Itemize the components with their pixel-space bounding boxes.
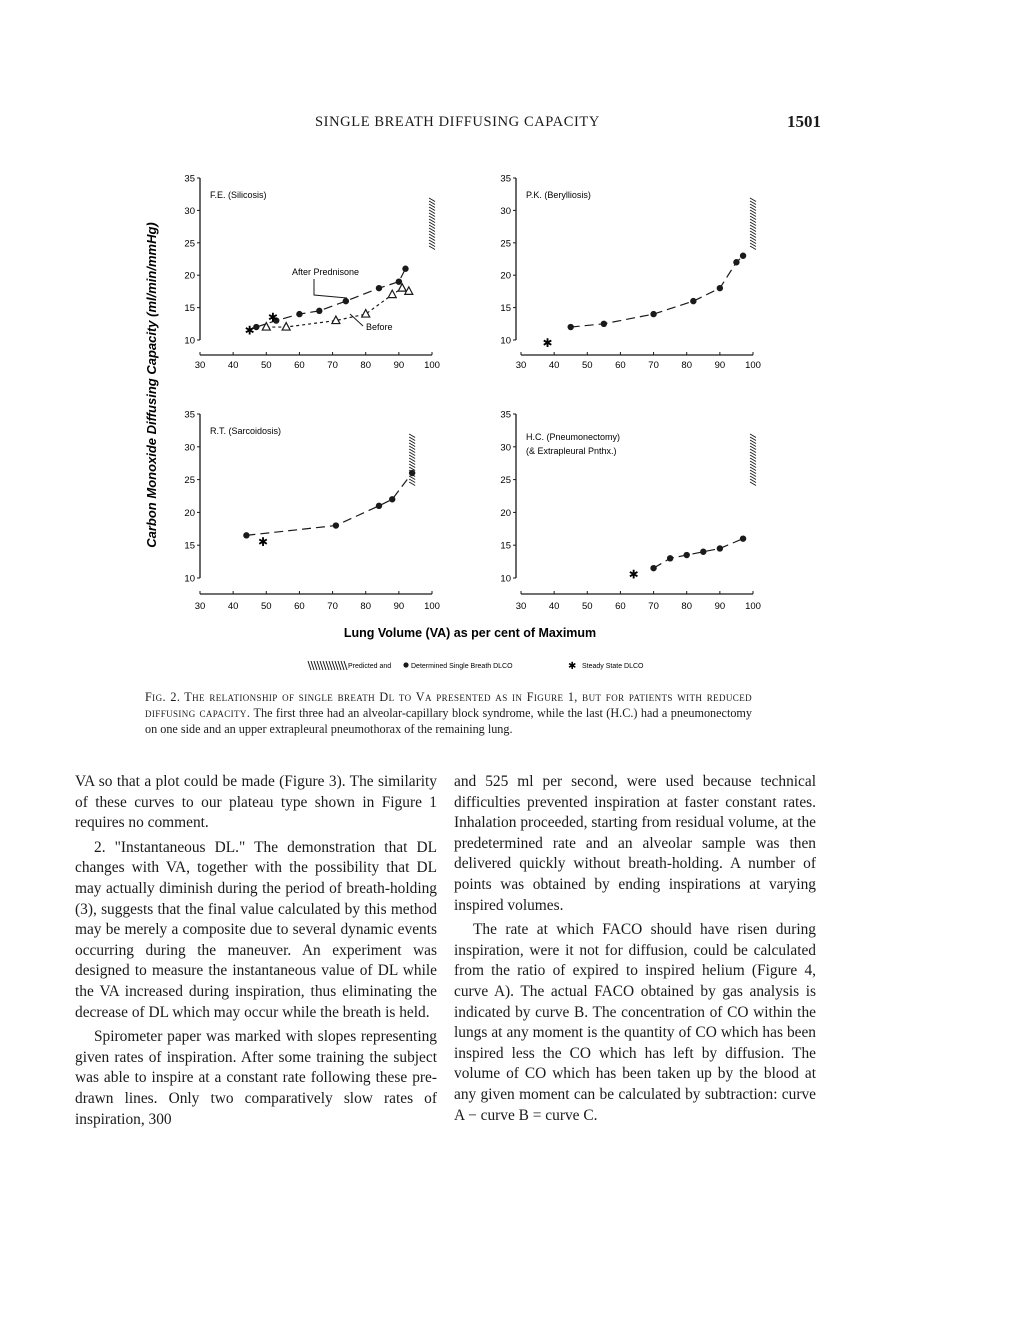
annotation-arrow [314,279,347,298]
x-axis-title: Lung Volume (VA) as per cent of Maximum [343,626,597,640]
data-point-circle [376,285,382,291]
x-tick-label: 70 [648,601,659,612]
data-point-circle [333,522,339,528]
body-column-left [75,772,437,1134]
x-tick-label: 90 [714,601,726,612]
x-tick-label: 70 [327,360,338,371]
chart-panel-1 [184,174,440,372]
hatch-stroke [311,661,314,670]
x-tick-label: 90 [714,360,726,371]
chart-panel-4 [500,410,761,613]
panel-title: H.C. (Pneumonectomy) [526,432,621,442]
data-point-star: ✱ [244,323,255,338]
y-tick-label: 10 [500,335,511,347]
x-tick-label: 100 [745,601,761,612]
paragraph: and 525 ml per second, were used because technical difficulties prevented inspiration at faster constant rates. Inhalation proceeded, starting from residual volume, at the predetermined rate and an alveolar sample was then delivered quickly without breath-holding. A number of points was obtained by ending inspirations at varying inspired volumes. [454,773,816,914]
figure-legend [308,661,644,672]
x-tick-label: 30 [194,360,206,371]
x-tick-label: 40 [548,360,560,371]
data-point-circle [396,278,402,284]
data-point-circle [717,285,723,291]
hatch-stroke [332,661,335,670]
y-tick-label: 35 [500,409,511,421]
predicted-range-hatch [429,198,435,250]
running-title: SINGLE BREATH DIFFUSING CAPACITY [315,114,600,130]
annotation-label: Before [366,322,393,332]
y-tick-label: 35 [184,409,195,421]
x-tick-label: 50 [260,601,272,612]
data-point-circle [243,532,249,538]
x-tick-label: 70 [648,360,659,371]
hatch-stroke [329,661,332,670]
hatch-stroke [338,661,341,670]
y-tick-label: 25 [500,238,511,250]
hatch-stroke [317,661,320,670]
hatch-stroke [314,661,317,670]
x-tick-label: 50 [260,360,272,371]
y-axis-title: Carbon Monoxide Diffusing Capacity (ml/min/mmHg) [144,222,159,548]
panel-title: F.E. (Silicosis) [210,190,267,200]
x-tick-label: 90 [393,601,405,612]
hatch-stroke [335,661,338,670]
legend-determined-label: Determined Single Breath DLCO [411,663,513,670]
data-point-triangle [362,310,370,318]
y-tick-label: 30 [184,205,195,217]
hatch-stroke [323,661,326,670]
x-tick-label: 60 [294,360,305,371]
data-point-circle [650,565,656,571]
data-point-triangle [388,290,396,298]
x-tick-label: 40 [548,601,560,612]
x-tick-label: 30 [515,360,527,371]
steady-state-star-icon: ✱ [568,661,577,672]
data-point-circle [389,496,395,502]
data-point-circle [650,311,656,317]
data-point-star: ✱ [542,336,553,351]
y-tick-label: 30 [500,442,511,454]
paragraph: Spirometer paper was marked with slopes representing given rates of inspiration. After some training the subject was able to inspire at a constant rate following these pre-drawn lines. Only two comparatively slow rates of inspiration, 300 [75,1028,437,1128]
data-point-star: ✱ [267,310,278,325]
data-point-circle [402,266,408,272]
data-point-circle [296,311,302,317]
x-tick-label: 90 [393,360,405,371]
x-tick-label: 30 [194,601,206,612]
y-tick-label: 15 [500,540,511,552]
panel-title: (& Extrapleural Pnthx.) [526,446,617,456]
y-tick-label: 25 [184,475,195,487]
hatch-stroke [308,661,311,670]
data-point-circle [684,552,690,558]
hatch-stroke [341,661,344,670]
data-point-circle [733,259,739,265]
paragraph: VA so that a plot could be made (Figure 3). The similarity of these curves to our plateau type shown in Figure 1 requires no comment. [75,773,437,832]
data-point-circle [667,555,673,561]
x-tick-label: 40 [227,360,239,371]
y-tick-label: 35 [500,173,511,185]
x-tick-label: 50 [581,601,593,612]
predicted-range-hatch [750,434,756,486]
data-point-circle [343,298,349,304]
x-tick-label: 100 [745,360,761,371]
data-point-circle [409,470,415,476]
x-tick-label: 80 [681,360,693,371]
y-tick-label: 35 [184,173,195,185]
caption-label: Fig. 2. [145,690,181,704]
annotation-label: After Prednisone [292,267,360,277]
y-tick-label: 15 [184,303,195,315]
y-tick-label: 10 [184,573,195,585]
y-tick-label: 30 [500,205,511,217]
x-tick-label: 80 [681,601,693,612]
y-tick-label: 20 [500,270,511,282]
y-tick-label: 15 [500,303,511,315]
predicted-range-hatch [750,198,756,250]
predicted-hatch-icon [308,661,347,670]
data-point-circle [700,549,706,555]
paragraph: The rate at which FACO should have risen during inspiration, were it not for diffusion, could be calculated from the ratio of expired to inspired helium (Figure 4, curve A). The actual FACO obtained by gas analysis is indicated by curve B. The concentration of CO within the lungs at any moment is the quantity of CO which has been inspired less the CO which has left by diffusion. The volume of CO which has been taken up by the blood at any given moment can be calculated by subtraction: curve A − curve B = curve C. [454,921,816,1124]
x-tick-label: 70 [327,601,338,612]
data-point-circle [717,545,723,551]
determined-marker-icon [403,662,408,667]
legend-steady-state-label: Steady State DLCO [582,663,644,670]
y-tick-label: 20 [184,507,195,519]
x-tick-label: 60 [615,360,626,371]
paragraph: 2. "Instantaneous DL." The demonstration that DL changes with VA, together with the possibility that DL may actually diminish during the period of breath-holding (3), suggests that the final value calculated by this method may be merely a composite due to several dynamic events occurring during the maneuver. An experiment was designed to measure the instantaneous value of DL while the VA increased during inspiration, thus eliminating the decrease of DL which may occur while the breath is held. [75,838,437,1021]
data-point-circle [601,321,607,327]
x-tick-label: 30 [515,601,527,612]
y-tick-label: 10 [184,335,195,347]
x-tick-label: 60 [615,601,626,612]
x-tick-label: 60 [294,601,305,612]
caption-body: The first three had an alveolar-capillary block syndrome, while the last (H.C.) had a pneumonectomy on one side and an upper extrapleural pneumothorax of the remaining lung. [145,706,753,736]
y-tick-label: 25 [184,238,195,250]
data-point-circle [740,253,746,259]
y-tick-label: 20 [500,507,511,519]
y-tick-label: 25 [500,475,511,487]
data-point-circle [568,324,574,330]
panel-title: P.K. (Berylliosis) [526,190,591,200]
figure-caption [145,689,752,737]
hatch-stroke [344,661,347,670]
data-point-circle [740,535,746,541]
series-line [246,473,412,535]
series-line [256,269,405,327]
body-column-right [454,772,816,1130]
panel-title: R.T. (Sarcoidosis) [210,426,282,436]
hatch-stroke [326,661,329,670]
series-line [571,256,743,327]
chart-panel-2 [500,174,761,372]
chart-panel-3 [184,410,440,613]
series-line [654,539,743,569]
x-tick-label: 100 [424,360,440,371]
y-tick-label: 30 [184,442,195,454]
x-tick-label: 100 [424,601,440,612]
caption-title: The relationship of single breath Dl to Va presented as in Figure 1, but for patients with reduced diffusing capacity. [145,690,752,720]
predicted-range-hatch [409,434,415,486]
legend-predicted-label: Predicted and [348,663,392,670]
y-tick-label: 15 [184,540,195,552]
y-tick-label: 10 [500,573,511,585]
data-point-star: ✱ [628,567,639,582]
y-tick-label: 20 [184,270,195,282]
data-point-star: ✱ [257,534,269,549]
data-point-circle [690,298,696,304]
x-tick-label: 80 [360,601,372,612]
data-point-circle [316,308,322,314]
data-point-triangle [282,323,290,331]
hatch-stroke [320,661,323,670]
x-tick-label: 40 [227,601,239,612]
page-number: 1501 [787,112,821,131]
data-point-circle [376,503,382,509]
x-tick-label: 50 [581,360,593,371]
x-tick-label: 80 [360,360,372,371]
